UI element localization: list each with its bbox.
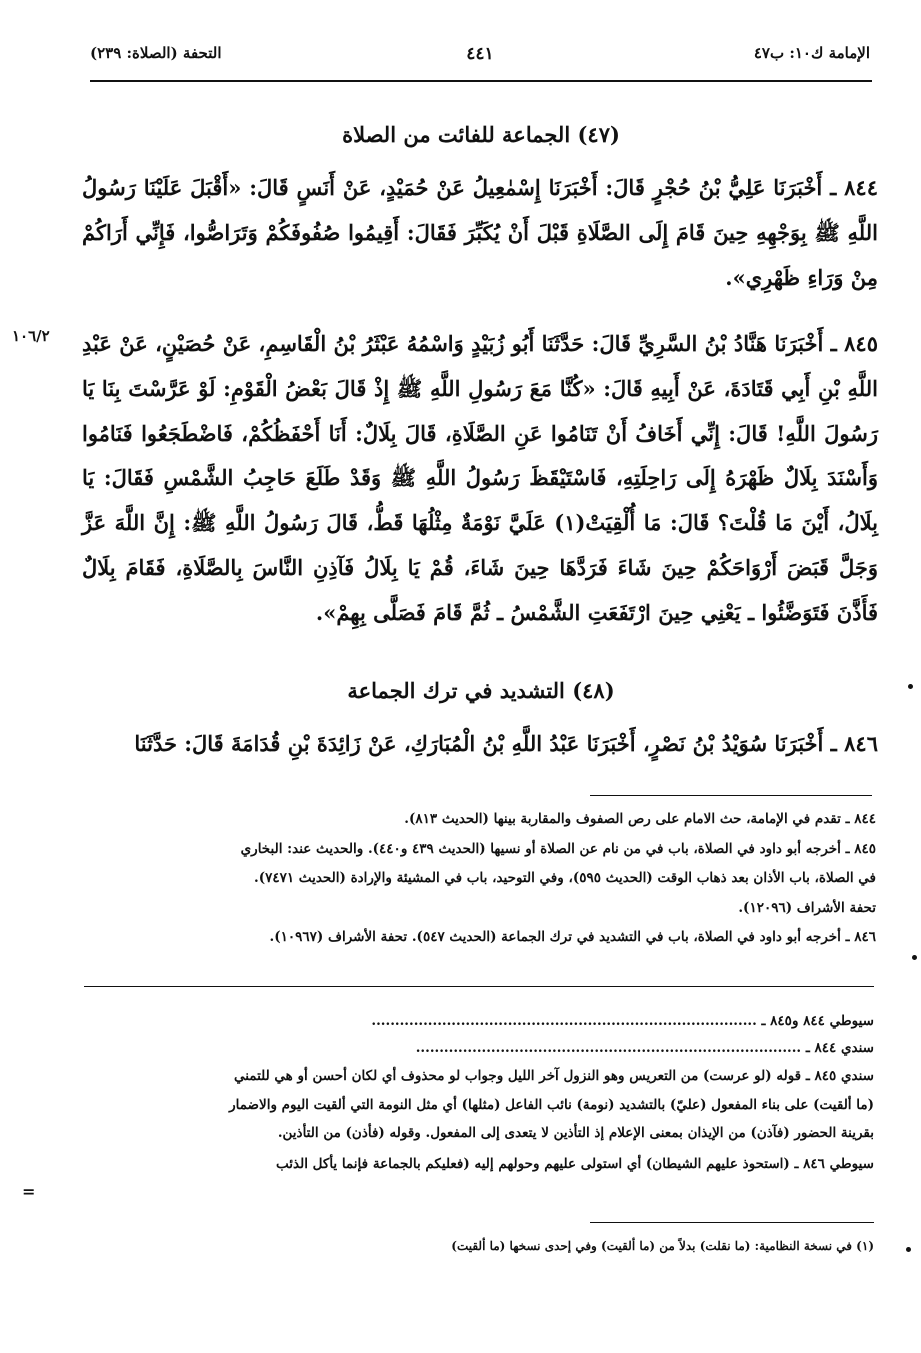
chapter-48-title: (٤٨) التشديد في ترك الجماعة bbox=[347, 678, 615, 703]
margin-reference: ١٠٦/٢ bbox=[12, 327, 50, 345]
suyuti-844-845: سيوطي ٨٤٤ و٨٤٥ ـ .................................................................................. bbox=[371, 1013, 874, 1029]
sharh-rule bbox=[84, 986, 874, 987]
sindi-844: سندي ٨٤٤ ـ .................................................................................. bbox=[415, 1039, 874, 1056]
chapter-47-title: (٤٧) الجماعة للفائت من الصلاة bbox=[342, 122, 620, 147]
takhrij-844: ٨٤٤ ـ تقدم في الإمامة، حث الامام على رص الصفوف والمقاربة بينها (الحديث ٨١٣). bbox=[404, 811, 876, 827]
header-chapter-ref: الإمامة ك١٠: ب٤٧ bbox=[753, 44, 870, 62]
sindi-845-line2: (ما ألقيت) على بناء المفعول (عليّ) بالتشديد (نومة) نائب الفاعل (مثلها) أي مثل النومة التي ألقيت اليوم والاضمار bbox=[229, 1096, 874, 1113]
hadith-846: ٨٤٦ ـ أَخْبَرَنَا سُوَيْدُ بْنُ نَصْرٍ، أَخْبَرَنَا عَبْدُ اللَّهِ بْنُ الْمُبَارَكِ، عَنْ زَائِدَةَ بْنِ قُدَامَةَ قَالَ: حَدَّثَنَا bbox=[134, 731, 878, 756]
header-rule bbox=[90, 80, 872, 82]
running-header bbox=[90, 44, 870, 72]
footnote-1: (١) في نسخة النظامية: (ما نقلت) بدلاً من (ما ألقيت) وفي إحدى نسخها (ما ألقيت) bbox=[451, 1239, 874, 1253]
suyuti-846: سيوطي ٨٤٦ ـ (استحوذ عليهم الشيطان) أي استولى عليهم وحولهم إليه (فعليكم بالجماعة فإنما يأكل الذئب bbox=[276, 1155, 874, 1172]
continuation-mark: = bbox=[22, 1182, 36, 1201]
takhrij-rule bbox=[590, 795, 872, 796]
sindi-845-line3: بقرينة الحضور (فآذن) من الإيذان بمعنى الإعلام إذ التأذين لا يتعدى إلى المفعول. وقوله (فأذن) من التأذين. bbox=[277, 1125, 874, 1141]
sharh-section bbox=[84, 1010, 874, 1176]
takhrij-845-line3: تحفة الأشراف (١٢٠٩٦). bbox=[738, 899, 876, 916]
margin-bullet bbox=[908, 684, 913, 689]
takhrij-notes bbox=[84, 808, 876, 950]
page-number: ٤٤١ bbox=[466, 44, 494, 64]
footnote-rule bbox=[590, 1222, 874, 1223]
margin-bullet bbox=[912, 955, 917, 960]
hadith-845: ٨٤٥ ـ أَخْبَرَنَا هَنَّادُ بْنُ السَّرِيِّ قَالَ: حَدَّثَنَا أَبُو زُبَيْدٍ وَاسْمُهُ عَبْثَرُ بْنُ الْقَاسِمِ، عَنْ حُصَيْنٍ، عَنْ عَبْدِ اللَّهِ بْنِ أَبِي قَتَادَةَ، عَنْ أَبِيهِ قَالَ: «كُنَّا مَعَ رَسُولِ اللَّهِ ﷺ إِذْ قَالَ بَعْضُ الْقَوْمِ: لَوْ عَرَّسْتَ بِنَا يَا رَسُولَ اللَّهِ! قَالَ: إِنِّي أَخَافُ أَنْ تَنَامُوا عَنِ الصَّلَاةِ، قَالَ بِلَالٌ: أَنَا أَحْفَظُكُمْ، فَاضْطَجَعُوا فَنَامُوا وَأَسْنَدَ بِلَالٌ ظَهْرَهُ إِلَى رَاحِلَتِهِ، فَاسْتَيْقَظَ رَسُولُ اللَّهِ ﷺ وَقَدْ طَلَعَ حَاجِبُ الشَّمْسِ فَقَالَ: يَا بِلَالُ، أَيْنَ مَا قُلْتَ؟ قَالَ: مَا أُلْقِيَتْ(١) عَلَيَّ نَوْمَةٌ مِثْلُهَا قَطُّ، قَالَ رَسُولُ اللَّهِ ﷺ: إِنَّ اللَّهَ عَزَّ وَجَلَّ قَبَضَ أَرْوَاحَكُمْ حِينَ شَاءَ فَرَدَّهَا حِينَ شَاءَ، قُمْ يَا بِلَالُ فَآذِنِ النَّاسَ بِالصَّلَاةِ، فَقَامَ بِلَالٌ فَأَذَّنَ فَتَوَضَّئُوا ـ يَعْنِي حِينَ ارْتَفَعَتِ الشَّمْسُ ـ ثُمَّ قَامَ فَصَلَّى بِهِمْ». bbox=[82, 331, 878, 625]
hadith-844: ٨٤٤ ـ أَخْبَرَنَا عَلِيُّ بْنُ حُجْرٍ قَالَ: أَخْبَرَنَا إِسْمٰعِيلُ عَنْ حُمَيْدٍ، عَنْ أَنَسٍ قَالَ: «أَقْبَلَ عَلَيْنَا رَسُولُ اللَّهِ ﷺ بِوَجْهِهِ حِينَ قَامَ إِلَى الصَّلَاةِ قَبْلَ أَنْ يُكَبِّرَ فَقَالَ: أَقِيمُوا صُفُوفَكُمْ وَتَرَاصُّوا، فَإِنِّي أَرَاكُمْ مِنْ وَرَاءِ ظَهْرِي». bbox=[82, 175, 878, 290]
header-tuhfa-ref: التحفة (الصلاة: ٢٣٩) bbox=[90, 44, 222, 62]
margin-bullet bbox=[906, 1247, 911, 1252]
takhrij-845-line2: في الصلاة، باب الأذان بعد ذهاب الوقت (الحديث ٥٩٥)، وفي التوحيد، باب في المشيئة والإرادة (الحديث ٧٤٧١). bbox=[254, 870, 876, 886]
takhrij-846: ٨٤٦ ـ أخرجه أبو داود في الصلاة، باب في التشديد في ترك الجماعة (الحديث ٥٤٧). تحفة الأشراف (١٠٩٦٧). bbox=[269, 929, 876, 945]
sindi-845-line1: سندي ٨٤٥ ـ قوله (لو عرست) من التعريس وهو النزول آخر الليل وجواب لو محذوف أي لكان أحسن أو هي للتمني bbox=[233, 1068, 874, 1084]
takhrij-845-line1: ٨٤٥ ـ أخرجه أبو داود في الصلاة، باب في من نام عن الصلاة أو نسيها (الحديث ٤٣٩ و٤٤٠). والحديث عند: البخاري bbox=[240, 840, 876, 857]
